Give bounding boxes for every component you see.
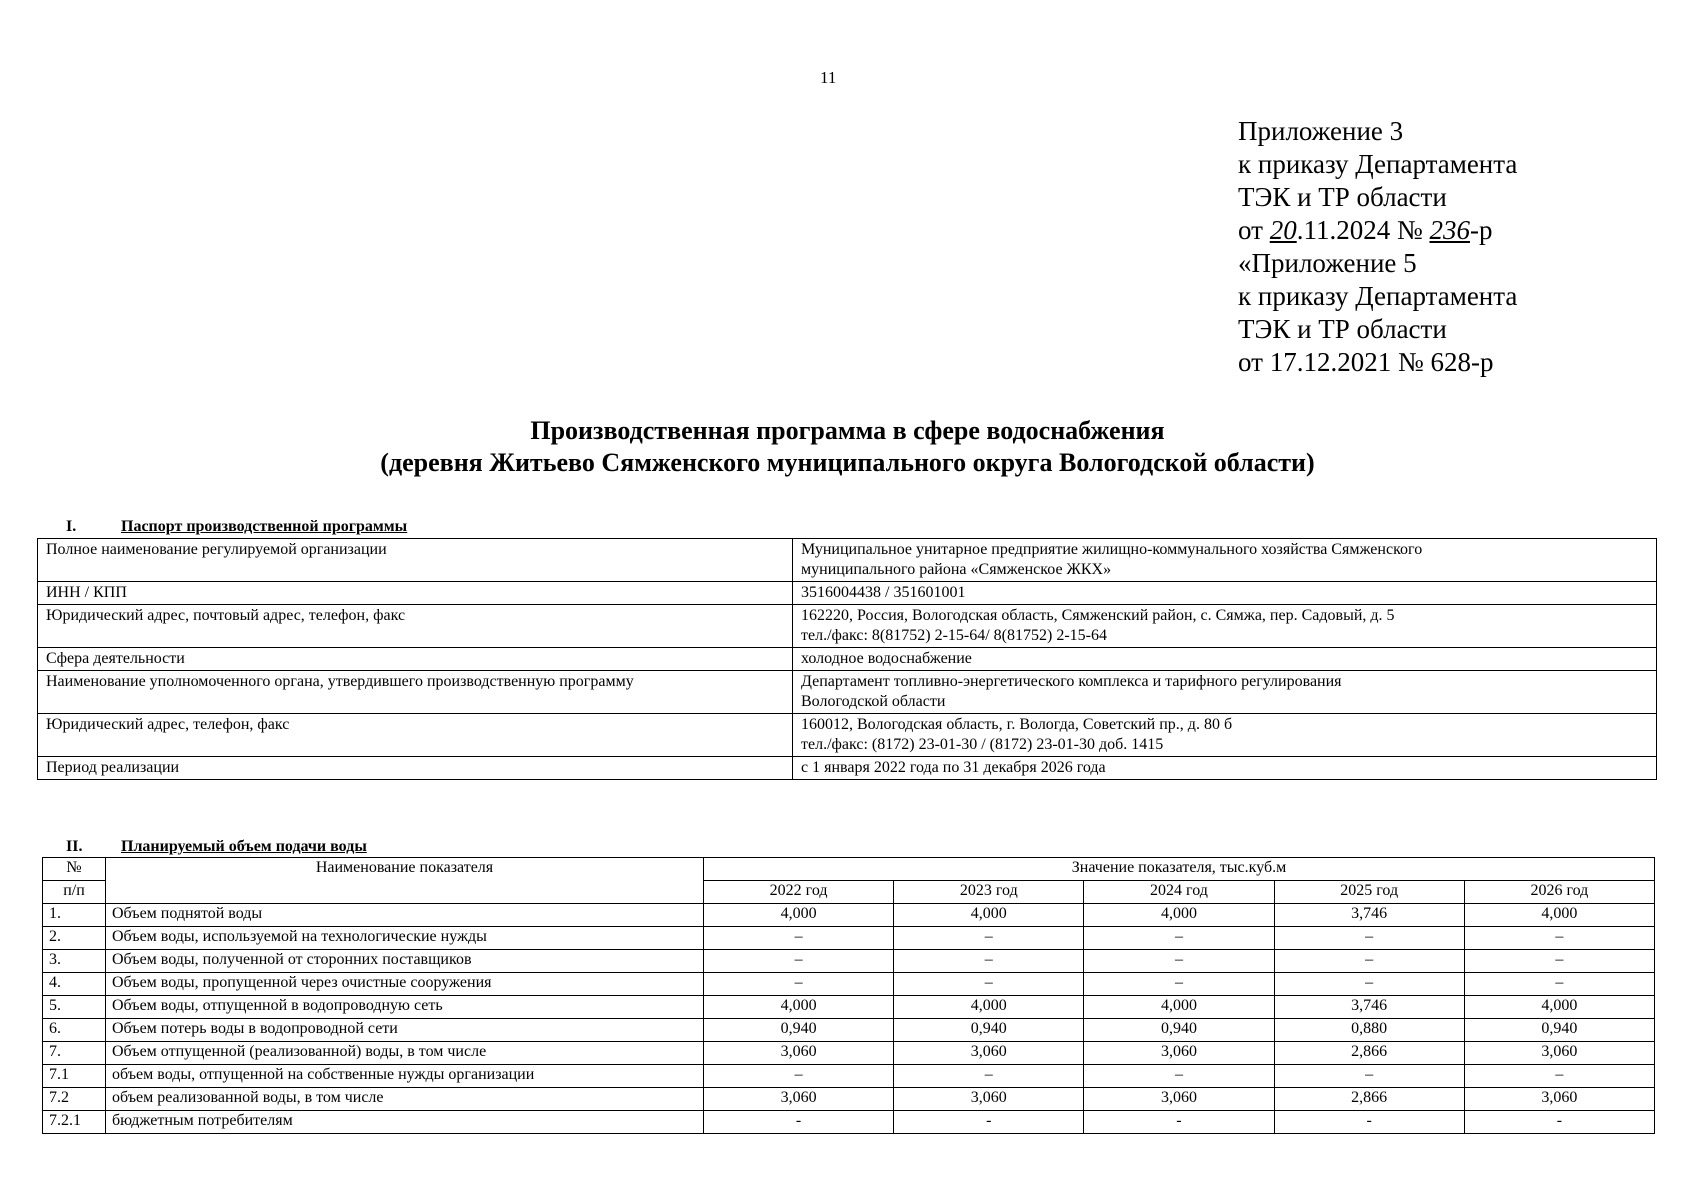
row-number: 5. [43,996,106,1019]
indicator-value: 2,866 [1274,1042,1464,1065]
volume-row [43,950,1655,973]
volume-row [43,1088,1655,1111]
handwritten-day: 20 [1269,215,1297,245]
indicator-value: 4,000 [1464,996,1654,1019]
section1-number: I. [66,518,77,535]
appendix-line: Приложение 3 [1238,116,1404,146]
indicator-value: 4,000 [1464,904,1654,927]
indicator-value: 0,940 [704,1019,894,1042]
title-line: Производственная программа в сфере водоснабжения [530,416,1165,445]
passport-value-line: 162220, Россия, Вологодская область, Сямженский район, с. Сямжа, пер. Садовый, д. 5 [801,607,1395,624]
passport-row [38,539,1657,582]
indicator-value: 3,060 [1084,1042,1274,1065]
appendix-line: от 17.12.2021 № 628-р [1238,347,1494,377]
passport-value-line: холодное водоснабжение [801,650,972,667]
indicator-value: 4,000 [704,904,894,927]
passport-value-line: с 1 января 2022 года по 31 декабря 2026 года [801,759,1106,776]
passport-row [38,757,1657,780]
indicator-value: – [1274,973,1464,996]
passport-table [37,538,1657,780]
indicator-name: Объем поднятой воды [106,904,704,927]
passport-value [793,582,1657,605]
appendix-block [1238,115,1517,379]
passport-label: ИНН / КПП [38,582,793,605]
passport-row [38,648,1657,671]
passport-value-line: Вологодской области [801,693,946,710]
appendix-line: к приказу Департамента [1238,149,1518,179]
indicator-value: 3,746 [1274,904,1464,927]
row-number: 7. [43,1042,106,1065]
indicator-name: объем реализованной воды, в том числе [106,1088,704,1111]
row-number: 2. [43,927,106,950]
indicator-value: 0,940 [1084,1019,1274,1042]
year-header: 2024 год [1084,881,1274,904]
indicator-name: Объем воды, отпущенной в водопроводную сеть [106,996,704,1019]
indicator-value: 4,000 [1084,996,1274,1019]
indicator-value: - [704,1111,894,1134]
row-number: 3. [43,950,106,973]
indicator-name: Объем воды, используемой на технологические нужды [106,927,704,950]
indicator-value: - [1084,1111,1274,1134]
volume-row [43,1111,1655,1134]
passport-value [793,671,1657,714]
indicator-value: – [1084,927,1274,950]
indicator-value: – [704,927,894,950]
year-header: 2026 год [1464,881,1654,904]
volume-row [43,904,1655,927]
passport-label: Юридический адрес, почтовый адрес, телефон, факс [38,605,793,648]
indicator-value: 3,060 [704,1088,894,1111]
indicator-value: 0,880 [1274,1019,1464,1042]
indicator-value: – [894,973,1084,996]
indicator-value: – [1464,973,1654,996]
title-subline: (деревня Житьево Сямженского муниципального округа Вологодской области) [380,448,1315,477]
row-number: 7.2.1 [43,1111,106,1134]
volume-row [43,996,1655,1019]
column-header-num: № [43,858,106,881]
indicator-value: – [894,1065,1084,1088]
appendix-order-line [1238,214,1517,247]
passport-value [793,539,1657,582]
column-header-value: Значение показателя, тыс.куб.м [704,858,1655,881]
row-number: 1. [43,904,106,927]
indicator-value: 4,000 [894,996,1084,1019]
page-number: 11 [820,68,837,87]
indicator-value: 2,866 [1274,1088,1464,1111]
indicator-name: Объем воды, пропущенной через очистные сооружения [106,973,704,996]
indicator-value: – [704,950,894,973]
passport-label: Сфера деятельности [38,648,793,671]
appendix-line: ТЭК и ТР области [1238,182,1447,212]
volume-row [43,1042,1655,1065]
order-suffix: -р [1469,215,1493,245]
indicator-value: 3,060 [894,1088,1084,1111]
indicator-value: – [894,950,1084,973]
passport-value-line: 160012, Вологодская область, г. Вологда, Советский пр., д. 80 б [801,716,1233,733]
passport-value-line: Департамент топливно-энергетического комплекса и тарифного регулирования [801,673,1342,690]
indicator-value: 4,000 [894,904,1084,927]
passport-label: Полное наименование регулируемой организации [38,539,793,582]
passport-value [793,605,1657,648]
indicator-value: 4,000 [704,996,894,1019]
column-header-name: Наименование показателя [106,858,704,904]
appendix-line: ТЭК и ТР области [1238,314,1447,344]
indicator-value: – [1084,973,1274,996]
indicator-value: 0,940 [894,1019,1084,1042]
indicator-value: 3,746 [1274,996,1464,1019]
appendix-line: «Приложение 5 [1238,248,1417,278]
volume-row [43,927,1655,950]
indicator-value: – [1084,1065,1274,1088]
section2-title: Планируемый объем подачи воды [121,838,367,855]
passport-value-line: тел./факс: (8172) 23-01-30 / (8172) 23-01-30 доб. 1415 [801,736,1164,753]
order-prefix: от [1238,215,1270,245]
indicator-value: 3,060 [894,1042,1084,1065]
year-header: 2025 год [1274,881,1464,904]
section2-heading [66,838,367,856]
passport-value [793,648,1657,671]
volume-row [43,1019,1655,1042]
passport-label: Юридический адрес, телефон, факс [38,714,793,757]
document-title [0,415,1695,479]
section1-title: Паспорт производственной программы [121,518,408,535]
row-number: 4. [43,973,106,996]
passport-value-line: муниципального района «Сямженское ЖКХ» [801,561,1112,578]
passport-value-line: тел./факс: 8(81752) 2-15-64/ 8(81752) 2-15-64 [801,627,1107,644]
passport-value-line: Муниципальное унитарное предприятие жилищно-коммунального хозяйства Сямженского [801,541,1423,558]
row-number: 7.1 [43,1065,106,1088]
passport-label: Наименование уполномоченного органа, утвердившего производственную программу [38,671,793,714]
indicator-value: – [1274,950,1464,973]
row-number: 6. [43,1019,106,1042]
handwritten-number: 236 [1429,215,1470,245]
passport-row [38,714,1657,757]
indicator-value: – [1274,927,1464,950]
indicator-value: – [1464,950,1654,973]
indicator-value: 4,000 [1084,904,1274,927]
passport-value [793,757,1657,780]
passport-value-line: 3516004438 / 351601001 [801,584,966,601]
indicator-value: 3,060 [1464,1042,1654,1065]
indicator-value: – [1464,1065,1654,1088]
indicator-value: 0,940 [1464,1019,1654,1042]
indicator-value: – [894,927,1084,950]
indicator-value: – [1464,927,1654,950]
indicator-value: 3,060 [704,1042,894,1065]
water-volume-table [42,857,1655,1134]
indicator-value: – [704,1065,894,1088]
section1-heading [66,518,407,536]
volume-row [43,973,1655,996]
passport-value [793,714,1657,757]
indicator-name: Объем отпущенной (реализованной) воды, в том числе [106,1042,704,1065]
appendix-line: к приказу Департамента [1238,281,1518,311]
passport-row [38,671,1657,714]
passport-row [38,582,1657,605]
passport-row [38,605,1657,648]
indicator-name: бюджетным потребителям [106,1111,704,1134]
indicator-value: – [1274,1065,1464,1088]
indicator-name: Объем воды, полученной от сторонних поставщиков [106,950,704,973]
indicator-value: - [894,1111,1084,1134]
order-date: .11.2024 № [1296,215,1430,245]
year-header: 2022 год [704,881,894,904]
indicator-value: – [704,973,894,996]
column-header-num-sub: п/п [43,881,106,904]
indicator-value: 3,060 [1084,1088,1274,1111]
section2-number: II. [66,838,83,855]
year-header: 2023 год [894,881,1084,904]
indicator-value: - [1464,1111,1654,1134]
row-number: 7.2 [43,1088,106,1111]
indicator-name: объем воды, отпущенной на собственные нужды организации [106,1065,704,1088]
volume-row [43,1065,1655,1088]
indicator-value: – [1084,950,1274,973]
indicator-value: 3,060 [1464,1088,1654,1111]
indicator-value: - [1274,1111,1464,1134]
passport-label: Период реализации [38,757,793,780]
indicator-name: Объем потерь воды в водопроводной сети [106,1019,704,1042]
